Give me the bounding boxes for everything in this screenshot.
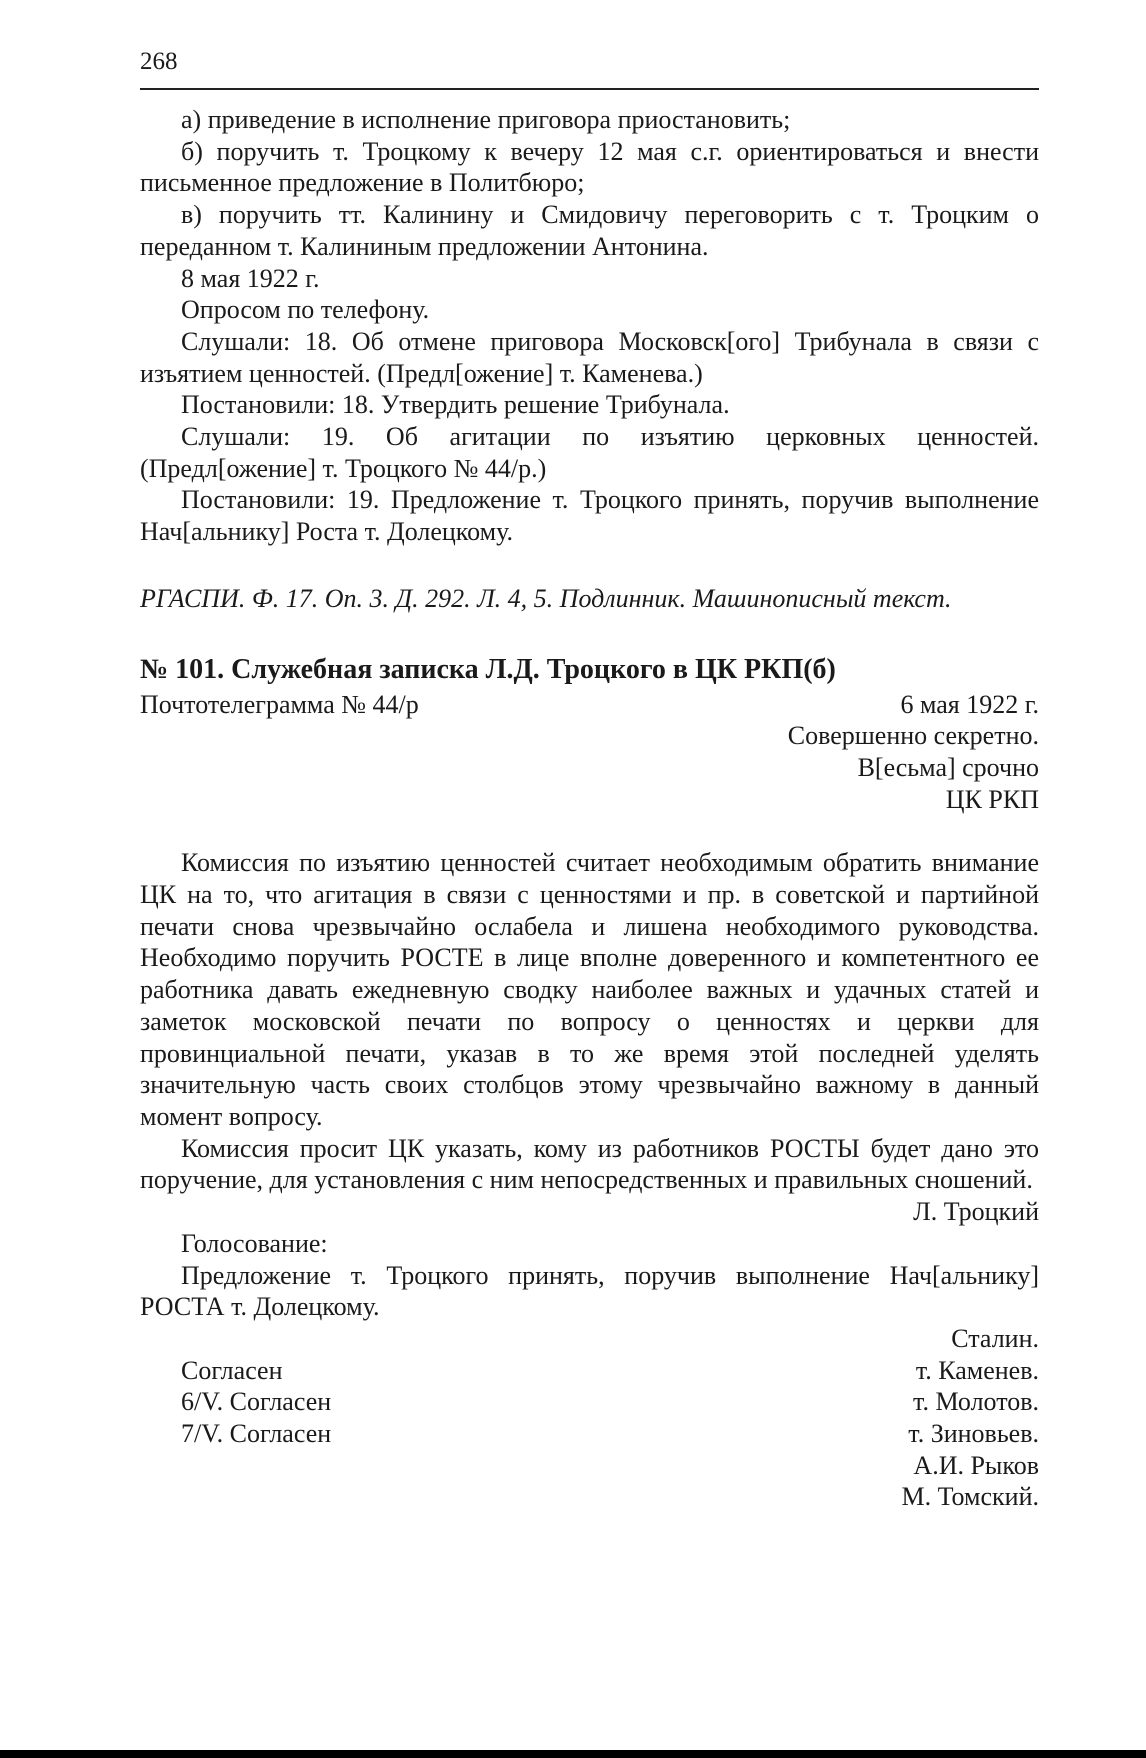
approval-note: 7/V. Согласен (181, 1419, 332, 1449)
signatory-row (140, 1481, 1039, 1513)
scan-edge (0, 1750, 1146, 1758)
date-line: 8 мая 1922 г. (181, 263, 320, 293)
vote-text: Предложение т. Троцкого принять, поручив выполнение Нач[альнику] РОСТА т. Долецкому. (140, 1260, 1039, 1322)
body-paragraph: Комиссия по изъятию ценностей считает необходимым обратить внимание ЦК на то, что агитация в связи с ценностями и пр. в советской и партийной печати снова чрезвычайно ослабела и лишена необходимого руководства. Необходимо поручить РОСТЕ в лице вполне доверенного и компетентного ее работника давать ежедневную сводку наиболее важных и удачных статей и заметок московской печати по вопросу о ценностях и церкви для провинциальной печати, указав в то же время этой последней уделять значительную часть своих столбцов этому чрезвычайно важному в данный момент вопросу. (140, 848, 1039, 1131)
page-body (140, 104, 1039, 1513)
document-heading: № 101. Служебная записка Л.Д. Троцкого в ЦК РКП(б) (140, 653, 836, 685)
signatories (140, 1323, 1039, 1513)
approval-note: Согласен (181, 1355, 283, 1385)
signatory-row (140, 1323, 1039, 1355)
decision-line: а) приведение в исполнение приговора приостановить; (181, 105, 791, 134)
signatory-name: А.И. Рыков (913, 1450, 1039, 1480)
signatory-row (140, 1418, 1039, 1450)
approval-note (140, 1323, 181, 1355)
body-paragraph: Комиссия просит ЦК указать, кому из работников РОСТЫ будет дано это поручение, для установления с ним непосредственных и правильных сношений. (140, 1133, 1039, 1195)
approval-note: 6/V. Согласен (181, 1387, 332, 1417)
protocol-item: Слушали: 18. Об отмене приговора Московск[ого] Трибунала в связи с изъятием ценностей. (Предл[ожение] т. Каменева.) (140, 326, 1039, 388)
telegram-label: Почтотелеграмма № 44/р (140, 689, 419, 719)
signatory-row (140, 1355, 1039, 1387)
signatory-name: Сталин. (951, 1323, 1039, 1353)
protocol-item: Слушали: 19. Об агитации по изъятию церковных ценностей. (Предл[ожение] т. Троцкого № 44/р.) (140, 422, 1039, 483)
decision-line: б) поручить т. Троцкому к вечеру 12 мая с.г. ориентироваться и внести письменное предложение в Политбюро; (140, 136, 1039, 198)
signatory-row (140, 1450, 1039, 1482)
approval-note (140, 1450, 181, 1482)
decision-line: в) поручить тт. Калинину и Смидовичу переговорить с т. Троцким о переданном т. Калининым предложении Антонина. (140, 200, 1039, 261)
approval-note (140, 1481, 181, 1513)
poll-line: Опросом по телефону. (181, 295, 430, 325)
page-number: 268 (140, 48, 178, 75)
urgency-mark: В[есьма] срочно (857, 752, 1039, 782)
telegram-row (140, 689, 1039, 721)
signature: Л. Троцкий (913, 1197, 1039, 1227)
vote-label: Голосование: (181, 1228, 328, 1258)
protocol-item: Постановили: 18. Утвердить решение Трибунала. (181, 390, 730, 420)
header-rule (140, 88, 1039, 90)
spacer (140, 815, 1039, 847)
signatory-row (140, 1386, 1039, 1418)
telegram-date: 6 мая 1922 г. (900, 689, 1039, 719)
signatory-name: т. Молотов. (913, 1387, 1039, 1417)
archive-source: РГАСПИ. Ф. 17. Оп. 3. Д. 292. Л. 4, 5. Подлинник. Машинописный текст. (140, 583, 952, 613)
signatory-name: т. Зиновьев. (908, 1419, 1039, 1449)
addressee: ЦК РКП (945, 784, 1039, 814)
secrecy-mark: Совершенно секретно. (787, 721, 1039, 751)
protocol-item: Постановили: 19. Предложение т. Троцкого принять, поручив выполнение Нач[альнику] Роста т. Долецкому. (140, 485, 1039, 547)
signatory-name: М. Томский. (901, 1482, 1039, 1512)
signatory-name: т. Каменев. (915, 1355, 1039, 1385)
